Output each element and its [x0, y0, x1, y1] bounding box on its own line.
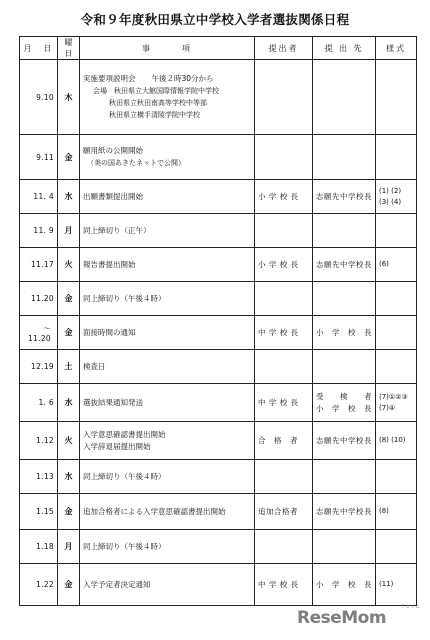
row-date: 1.15 [20, 494, 58, 530]
row-item: 追加合格者による入学意思確認書提出開始 [80, 494, 255, 530]
recipient-line-1: 受 検 者 [316, 391, 372, 401]
row-date: 9.10 [20, 60, 58, 135]
row-form: (8) (10) [376, 422, 417, 460]
table-row [20, 248, 417, 282]
row-submitter [255, 60, 313, 135]
table-row [20, 460, 417, 494]
row-form [376, 135, 417, 180]
row-submitter [255, 350, 313, 384]
row-weekday: 月 [58, 214, 80, 248]
table-row [20, 530, 417, 564]
row-weekday: 水 [58, 384, 80, 422]
row-submitter [255, 214, 313, 248]
row-item: 入学予定者決定通知 [80, 564, 255, 606]
row-weekday: 火 [58, 422, 80, 460]
table-row [20, 180, 417, 214]
row-date: 1.13 [20, 460, 58, 494]
row-recipient [313, 282, 376, 316]
row-item-sub: （美の国あきたネットで公開） [87, 159, 185, 167]
venue-3: 秋田県立横手清陵学院中学校 [109, 111, 200, 119]
row-item: 検査日 [80, 350, 255, 384]
row-form [376, 282, 417, 316]
row-submitter: 中 学 校 長 [255, 564, 313, 606]
row-recipient [313, 530, 376, 564]
watermark-brand: ReseMom [297, 608, 387, 628]
table-row [20, 494, 417, 530]
row-form [376, 214, 417, 248]
row-weekday: 金 [58, 282, 80, 316]
row-recipient: 志願先中学校長 [313, 494, 376, 530]
row-item: 面接時間の通知 [80, 316, 255, 350]
row-date: 11.17 [20, 248, 58, 282]
row-form [376, 530, 417, 564]
row-date: 11.20 [20, 282, 58, 316]
row-date: 1.22 [20, 564, 58, 606]
table-row [20, 422, 417, 460]
row-item: 選抜結果通知発送 [80, 384, 255, 422]
row-form: (1) (2) (3) (4) [376, 180, 417, 214]
row-date: 9.11 [20, 135, 58, 180]
row-submitter: 追加合格者 [255, 494, 313, 530]
row-date: 11. 4 [20, 180, 58, 214]
row-recipient [313, 135, 376, 180]
row-item-line-2: 入学辞退届提出開始 [83, 441, 151, 451]
row-recipient: 志願先中学校長 [313, 180, 376, 214]
row-submitter [255, 530, 313, 564]
table-row [20, 282, 417, 316]
row-item: 同上締切り（正午） [80, 214, 255, 248]
row-item: 出願書類提出開始 [80, 180, 255, 214]
row-submitter: 小 学 校 長 [255, 248, 313, 282]
row-recipient [313, 60, 376, 135]
row-submitter: 合 格 者 [255, 422, 313, 460]
row-item-time: 午後２時30分から [151, 74, 214, 83]
row-date: 12.19 [20, 350, 58, 384]
row-weekday: 土 [58, 350, 80, 384]
row-form: (8) [376, 494, 417, 530]
header-recipient: 提 出 先 [313, 37, 376, 60]
venue-2: 秋田県立秋田南高等学校中等部 [109, 99, 207, 107]
row-submitter: 小 学 校 長 [255, 180, 313, 214]
row-submitter [255, 135, 313, 180]
row-recipient: 小 学 校 長 [313, 316, 376, 350]
row-form: (6) [376, 248, 417, 282]
row-item-venue [83, 85, 251, 97]
table-row [20, 384, 417, 422]
venue-1: 秋田県立大館国際情報学院中学校 [114, 87, 219, 95]
row-weekday: 金 [58, 494, 80, 530]
row-submitter: 中 学 校 長 [255, 316, 313, 350]
row-date: 1. 6 [20, 384, 58, 422]
watermark-tagline: リセマム [400, 604, 420, 610]
row-item [80, 135, 255, 180]
row-submitter: 中 学 校 長 [255, 384, 313, 422]
row-weekday: 金 [58, 316, 80, 350]
row-weekday: 木 [58, 60, 80, 135]
header-month-day: 月 日 [20, 37, 58, 60]
row-weekday: 火 [58, 248, 80, 282]
header-weekday: 曜日 [58, 37, 80, 60]
row-recipient: 志願先中学校長 [313, 248, 376, 282]
venue-label: 会場 [93, 87, 107, 95]
recipient-line-2: 小 学 校 長 [316, 403, 372, 413]
row-form [376, 350, 417, 384]
row-recipient [313, 460, 376, 494]
row-item [80, 60, 255, 135]
table-row [20, 135, 417, 180]
header-item: 事 項 [80, 37, 255, 60]
row-date: 1.12 [20, 422, 58, 460]
row-form [376, 460, 417, 494]
table-row [20, 214, 417, 248]
row-recipient: 小 学 校 長 [313, 564, 376, 606]
table-header-row [20, 37, 417, 60]
schedule-table [19, 36, 417, 606]
row-recipient [313, 350, 376, 384]
row-item-line-1: 入学意思確認書提出開始 [83, 429, 166, 439]
row-recipient [313, 384, 376, 422]
row-form: (7)①②③ (7)④ [376, 384, 417, 422]
row-item-text: 実施要項説明会 [83, 74, 136, 83]
row-form [376, 316, 417, 350]
row-item: 報告書提出開始 [80, 248, 255, 282]
header-submitter: 提出者 [255, 37, 313, 60]
row-item: 同上締切り（午後４時） [80, 282, 255, 316]
row-submitter [255, 282, 313, 316]
header-form: 様式 [376, 37, 417, 60]
row-weekday: 金 [58, 564, 80, 606]
resemom-watermark [297, 606, 422, 630]
row-submitter [255, 460, 313, 494]
row-date: 11. 9 [20, 214, 58, 248]
row-form: (11) [376, 564, 417, 606]
row-item [80, 422, 255, 460]
row-weekday: 月 [58, 530, 80, 564]
row-date: ～11.20 [20, 316, 58, 350]
table-row [20, 564, 417, 606]
row-item-text: 願用紙の公開開始 [83, 146, 143, 155]
table-row [20, 60, 417, 135]
row-weekday: 水 [58, 180, 80, 214]
table-row [20, 350, 417, 384]
row-weekday: 金 [58, 135, 80, 180]
document-title: 令和９年度秋田県立中学校入学者選抜関係日程 [80, 12, 350, 27]
row-item: 同上締切り（午後４時） [80, 460, 255, 494]
row-date: 1.18 [20, 530, 58, 564]
table-row [20, 316, 417, 350]
row-form [376, 60, 417, 135]
row-recipient [313, 214, 376, 248]
row-weekday: 水 [58, 460, 80, 494]
row-recipient: 志願先中学校長 [313, 422, 376, 460]
row-item: 同上締切り（午後４時） [80, 530, 255, 564]
